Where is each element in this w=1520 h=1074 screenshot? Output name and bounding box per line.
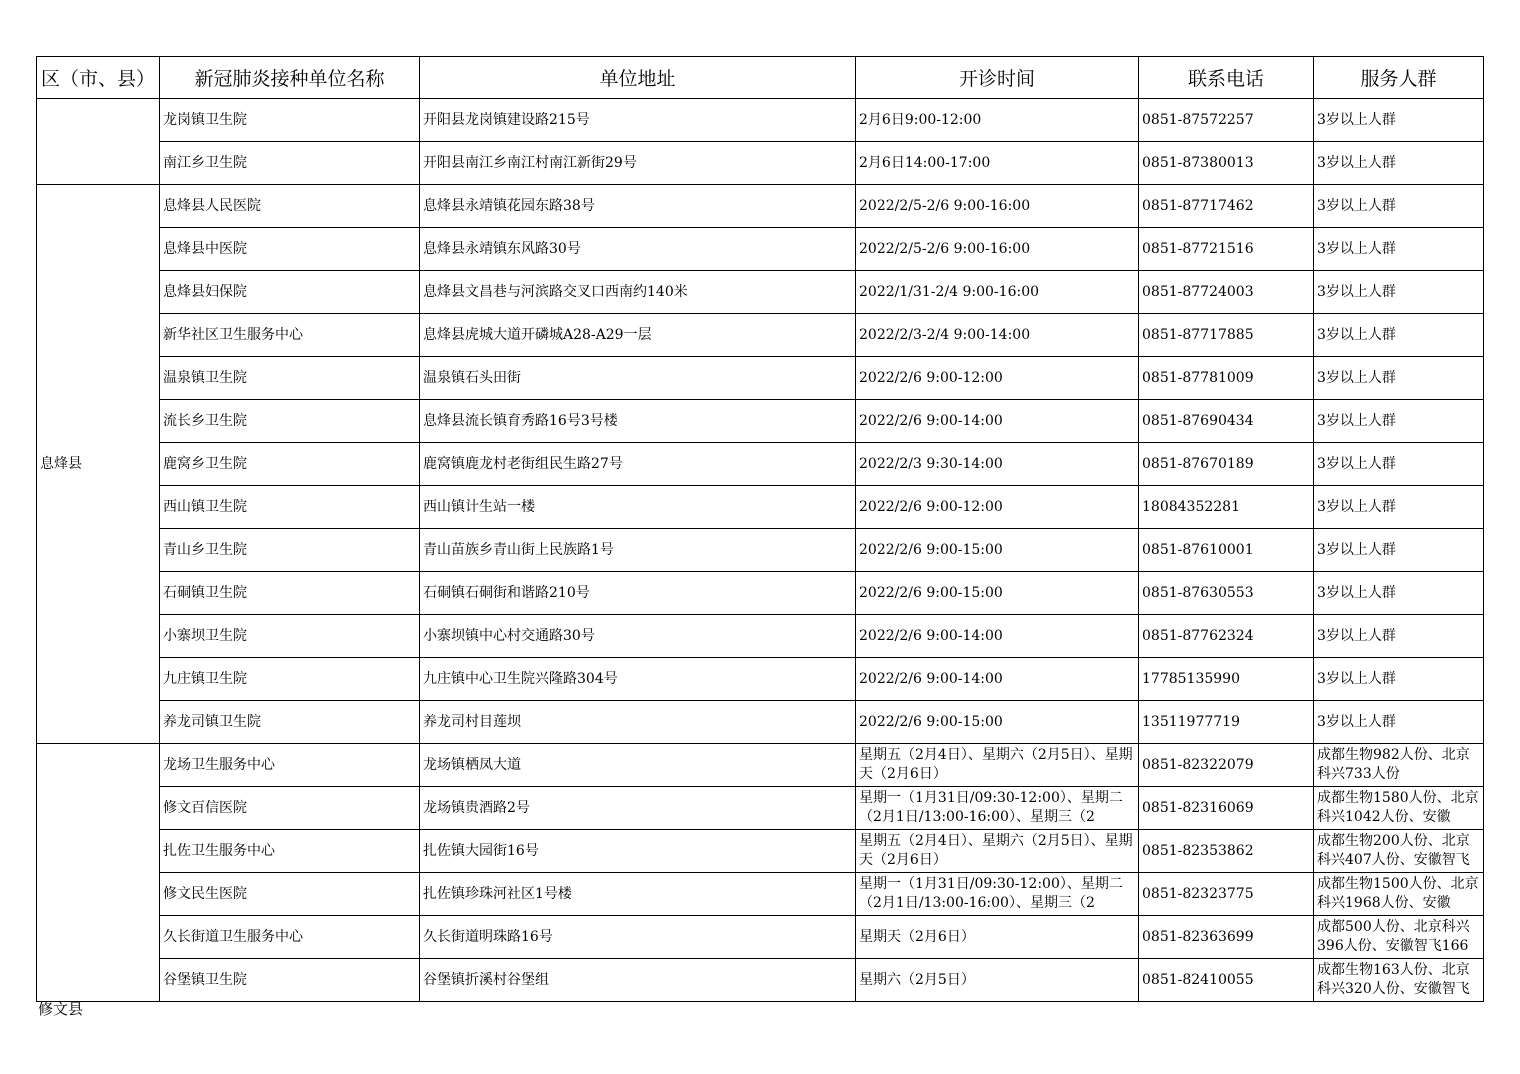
address-cell: [420, 615, 856, 658]
hours-text: 2022/2/6 9:00-12:00: [859, 369, 1003, 386]
site-name-cell: [160, 185, 420, 228]
phone-cell: [1139, 615, 1314, 658]
phone-text: 0851-82410055: [1142, 971, 1254, 988]
table-row: [37, 400, 1484, 443]
address-text: 石硐镇石硐街和谐路210号: [423, 584, 590, 601]
population-text: 3岁以上人群: [1317, 455, 1396, 472]
hours-text: 星期五（2月4日）、星期六（2月5日）、星期天（2月6日）: [859, 833, 1133, 868]
site-name-cell: [160, 744, 420, 787]
phone-text: 13511977719: [1142, 713, 1240, 730]
population-text: 成都生物1580人份、北京科兴1042人份、安徽: [1317, 790, 1479, 825]
address-text: 息烽县文昌巷与河滨路交叉口西南约140米: [423, 283, 688, 300]
site-name-text: 鹿窝乡卫生院: [163, 455, 247, 472]
population-cell: [1314, 658, 1484, 701]
hours-text: 2022/2/6 9:00-12:00: [859, 498, 1003, 515]
header-site-name: 新冠肺炎接种单位名称: [160, 57, 420, 99]
address-text: 养龙司村目莲坝: [423, 713, 521, 730]
hours-text: 2022/2/3-2/4 9:00-14:00: [859, 326, 1031, 343]
phone-text: 0851-82353862: [1142, 842, 1254, 859]
site-name-text: 青山乡卫生院: [163, 541, 247, 558]
district-cell: [37, 744, 160, 1002]
phone-text: 0851-82363699: [1142, 928, 1254, 945]
phone-cell: [1139, 99, 1314, 142]
population-cell: [1314, 744, 1484, 787]
hours-cell: [856, 99, 1139, 142]
population-cell: [1314, 357, 1484, 400]
site-name-cell: [160, 572, 420, 615]
table-row: [37, 185, 1484, 228]
population-text: 3岁以上人群: [1317, 412, 1396, 429]
address-cell: [420, 142, 856, 185]
population-text: 3岁以上人群: [1317, 240, 1396, 257]
phone-text: 0851-87670189: [1142, 455, 1254, 472]
site-name-text: 西山镇卫生院: [163, 498, 247, 515]
population-text: 成都生物163人份、北京科兴320人份、安徽智飞: [1317, 962, 1470, 997]
phone-cell: [1139, 787, 1314, 830]
address-text: 青山苗族乡青山街上民族路1号: [423, 541, 614, 558]
page-bottom-margin: [0, 1009, 1520, 1074]
phone-cell: [1139, 228, 1314, 271]
phone-cell: [1139, 142, 1314, 185]
table-row: [37, 959, 1484, 1002]
hours-text: 2022/2/5-2/6 9:00-16:00: [859, 197, 1031, 214]
phone-cell: [1139, 443, 1314, 486]
site-name-cell: [160, 228, 420, 271]
hours-text: 2022/2/6 9:00-15:00: [859, 584, 1003, 601]
address-text: 扎佐镇珍珠河社区1号楼: [423, 885, 572, 902]
phone-cell: [1139, 873, 1314, 916]
hours-cell: [856, 658, 1139, 701]
table-row: [37, 529, 1484, 572]
phone-cell: [1139, 486, 1314, 529]
population-cell: [1314, 787, 1484, 830]
site-name-cell: [160, 271, 420, 314]
population-text: 成都生物1500人份、北京科兴1968人份、安徽: [1317, 876, 1479, 911]
phone-cell: [1139, 916, 1314, 959]
hours-text: 星期五（2月4日）、星期六（2月5日）、星期天（2月6日）: [859, 747, 1133, 782]
phone-cell: [1139, 658, 1314, 701]
site-name-text: 修文民生医院: [163, 885, 247, 902]
phone-cell: [1139, 572, 1314, 615]
population-text: 3岁以上人群: [1317, 713, 1396, 730]
address-text: 温泉镇石头田街: [423, 369, 521, 386]
address-text: 龙场镇栖凤大道: [423, 756, 521, 773]
hours-text: 2022/2/6 9:00-15:00: [859, 541, 1003, 558]
table-row: [37, 916, 1484, 959]
population-cell: [1314, 572, 1484, 615]
population-text: 成都生物200人份、北京科兴407人份、安徽智飞: [1317, 833, 1470, 868]
hours-cell: [856, 228, 1139, 271]
address-text: 息烽县虎城大道开磷城A28-A29一层: [423, 326, 652, 343]
hours-cell: [856, 400, 1139, 443]
population-cell: [1314, 314, 1484, 357]
address-cell: [420, 99, 856, 142]
site-name-text: 南江乡卫生院: [163, 154, 247, 171]
hours-text: 星期六（2月5日）: [859, 971, 975, 988]
site-name-text: 谷堡镇卫生院: [163, 971, 247, 988]
population-text: 3岁以上人群: [1317, 111, 1396, 128]
address-cell: [420, 400, 856, 443]
population-cell: [1314, 701, 1484, 744]
population-cell: [1314, 142, 1484, 185]
address-text: 开阳县龙岗镇建设路215号: [423, 111, 590, 128]
site-name-text: 新华社区卫生服务中心: [163, 326, 303, 343]
phone-text: 0851-87630553: [1142, 584, 1254, 601]
site-name-cell: [160, 400, 420, 443]
population-text: 3岁以上人群: [1317, 197, 1396, 214]
hours-cell: [856, 314, 1139, 357]
population-cell: [1314, 873, 1484, 916]
address-cell: [420, 486, 856, 529]
table-row: [37, 873, 1484, 916]
site-name-cell: [160, 615, 420, 658]
site-name-cell: [160, 959, 420, 1002]
population-cell: [1314, 99, 1484, 142]
site-name-text: 龙岗镇卫生院: [163, 111, 247, 128]
site-name-cell: [160, 486, 420, 529]
site-name-text: 扎佐卫生服务中心: [163, 842, 275, 859]
address-text: 息烽县流长镇育秀路16号3号楼: [423, 412, 618, 429]
address-cell: [420, 873, 856, 916]
table-row: [37, 443, 1484, 486]
population-text: 3岁以上人群: [1317, 326, 1396, 343]
site-name-text: 九庄镇卫生院: [163, 670, 247, 687]
header-population: 服务人群: [1314, 57, 1484, 99]
site-name-text: 龙场卫生服务中心: [163, 756, 275, 773]
table-row: [37, 701, 1484, 744]
header-row: [37, 57, 1484, 99]
site-name-text: 修文百信医院: [163, 799, 247, 816]
phone-cell: [1139, 529, 1314, 572]
address-text: 龙场镇贵酒路2号: [423, 799, 530, 816]
hours-cell: [856, 443, 1139, 486]
table-row: [37, 744, 1484, 787]
header-hours: 开诊时间: [856, 57, 1139, 99]
population-cell: [1314, 529, 1484, 572]
population-text: 3岁以上人群: [1317, 670, 1396, 687]
address-text: 息烽县永靖镇东风路30号: [423, 240, 581, 257]
hours-text: 星期一（1月31日/09:30-12:00）、星期二（2月1日/13:00-16:00）、星期三（2: [859, 876, 1123, 911]
phone-cell: [1139, 830, 1314, 873]
table-row: [37, 142, 1484, 185]
hours-cell: [856, 357, 1139, 400]
address-text: 西山镇计生站一楼: [423, 498, 535, 515]
phone-cell: [1139, 357, 1314, 400]
address-text: 谷堡镇折溪村谷堡组: [423, 971, 549, 988]
address-cell: [420, 271, 856, 314]
population-cell: [1314, 486, 1484, 529]
table-row: [37, 314, 1484, 357]
site-name-cell: [160, 701, 420, 744]
hours-text: 2022/2/3 9:30-14:00: [859, 455, 1003, 472]
address-text: 开阳县南江乡南江村南江新街29号: [423, 154, 637, 171]
address-text: 九庄镇中心卫生院兴隆路304号: [423, 670, 618, 687]
population-cell: [1314, 400, 1484, 443]
population-text: 成都生物982人份、北京科兴733人份: [1317, 747, 1470, 782]
address-cell: [420, 830, 856, 873]
site-name-cell: [160, 787, 420, 830]
district-cell: [37, 99, 160, 185]
site-name-text: 小寨坝卫生院: [163, 627, 247, 644]
site-name-cell: [160, 99, 420, 142]
hours-cell: [856, 572, 1139, 615]
phone-text: 0851-87724003: [1142, 283, 1254, 300]
site-name-cell: [160, 314, 420, 357]
population-cell: [1314, 228, 1484, 271]
district-label-cut: 修文县: [38, 1000, 84, 1018]
table-row: [37, 658, 1484, 701]
site-name-text: 温泉镇卫生院: [163, 369, 247, 386]
phone-text: 0851-87572257: [1142, 111, 1254, 128]
table-row: [37, 572, 1484, 615]
hours-cell: [856, 916, 1139, 959]
site-name-text: 养龙司镇卫生院: [163, 713, 261, 730]
table-row: [37, 787, 1484, 830]
phone-text: 0851-82323775: [1142, 885, 1254, 902]
phone-text: 0851-82322079: [1142, 756, 1254, 773]
address-cell: [420, 787, 856, 830]
hours-text: 2022/2/5-2/6 9:00-16:00: [859, 240, 1031, 257]
hours-cell: [856, 701, 1139, 744]
table-body: [37, 99, 1484, 1002]
phone-text: 17785135990: [1142, 670, 1240, 687]
hours-cell: [856, 873, 1139, 916]
address-cell: [420, 916, 856, 959]
population-cell: [1314, 271, 1484, 314]
population-text: 3岁以上人群: [1317, 369, 1396, 386]
phone-text: 0851-87717462: [1142, 197, 1254, 214]
address-cell: [420, 314, 856, 357]
header-address: 单位地址: [420, 57, 856, 99]
address-text: 久长街道明珠路16号: [423, 928, 553, 945]
site-name-text: 息烽县妇保院: [163, 283, 247, 300]
hours-cell: [856, 529, 1139, 572]
district-cell: 息烽县: [37, 185, 160, 744]
site-name-cell: [160, 658, 420, 701]
site-name-text: 久长街道卫生服务中心: [163, 928, 303, 945]
hours-text: 2022/1/31-2/4 9:00-16:00: [859, 283, 1040, 300]
address-cell: [420, 185, 856, 228]
table-row: [37, 228, 1484, 271]
population-text: 3岁以上人群: [1317, 498, 1396, 515]
phone-text: 0851-82316069: [1142, 799, 1254, 816]
site-name-cell: [160, 357, 420, 400]
site-name-text: 息烽县人民医院: [163, 197, 261, 214]
hours-cell: [856, 142, 1139, 185]
phone-text: 0851-87721516: [1142, 240, 1254, 257]
header-phone: 联系电话: [1139, 57, 1314, 99]
population-cell: [1314, 185, 1484, 228]
phone-text: 0851-87610001: [1142, 541, 1254, 558]
address-text: 息烽县永靖镇花园东路38号: [423, 197, 595, 214]
hours-cell: [856, 486, 1139, 529]
table-row: [37, 830, 1484, 873]
population-text: 3岁以上人群: [1317, 584, 1396, 601]
phone-text: 0851-87380013: [1142, 154, 1254, 171]
phone-cell: [1139, 314, 1314, 357]
population-text: 3岁以上人群: [1317, 283, 1396, 300]
hours-cell: [856, 744, 1139, 787]
site-name-text: 流长乡卫生院: [163, 412, 247, 429]
address-cell: [420, 959, 856, 1002]
hours-text: 星期天（2月6日）: [859, 928, 975, 945]
site-name-cell: [160, 830, 420, 873]
phone-cell: [1139, 271, 1314, 314]
hours-cell: [856, 185, 1139, 228]
phone-text: 0851-87690434: [1142, 412, 1254, 429]
site-name-cell: [160, 142, 420, 185]
site-name-cell: [160, 529, 420, 572]
address-cell: [420, 357, 856, 400]
hours-cell: [856, 271, 1139, 314]
vaccination-site-table: [36, 56, 1484, 1002]
phone-text: 0851-87762324: [1142, 627, 1254, 644]
phone-cell: [1139, 701, 1314, 744]
hours-cell: [856, 615, 1139, 658]
table-row: [37, 99, 1484, 142]
population-text: 3岁以上人群: [1317, 627, 1396, 644]
table-row: [37, 486, 1484, 529]
hours-text: 2022/2/6 9:00-14:00: [859, 670, 1003, 687]
phone-text: 0851-87717885: [1142, 326, 1254, 343]
population-cell: [1314, 916, 1484, 959]
site-name-text: 石硐镇卫生院: [163, 584, 247, 601]
table-row: [37, 615, 1484, 658]
hours-cell: [856, 787, 1139, 830]
population-text: 3岁以上人群: [1317, 541, 1396, 558]
hours-text: 2月6日14:00-17:00: [859, 154, 991, 171]
phone-cell: [1139, 959, 1314, 1002]
hours-text: 2022/2/6 9:00-14:00: [859, 627, 1003, 644]
address-cell: [420, 744, 856, 787]
address-cell: [420, 529, 856, 572]
address-text: 扎佐镇大园街16号: [423, 842, 539, 859]
address-text: 鹿窝镇鹿龙村老街组民生路27号: [423, 455, 623, 472]
address-cell: [420, 228, 856, 271]
phone-cell: [1139, 400, 1314, 443]
table-row: [37, 271, 1484, 314]
address-text: 小寨坝镇中心村交通路30号: [423, 627, 595, 644]
table-row: [37, 357, 1484, 400]
population-cell: [1314, 443, 1484, 486]
site-name-cell: [160, 873, 420, 916]
site-name-cell: [160, 916, 420, 959]
population-cell: [1314, 615, 1484, 658]
population-cell: [1314, 830, 1484, 873]
address-cell: [420, 658, 856, 701]
address-cell: [420, 701, 856, 744]
population-text: 成都500人份、北京科兴396人份、安徽智飞166: [1317, 919, 1470, 954]
phone-text: 18084352281: [1142, 498, 1240, 515]
hours-text: 2022/2/6 9:00-14:00: [859, 412, 1003, 429]
address-cell: [420, 443, 856, 486]
population-text: 3岁以上人群: [1317, 154, 1396, 171]
header-district: 区（市、县）: [37, 57, 160, 99]
hours-text: 2月6日9:00-12:00: [859, 111, 982, 128]
address-cell: [420, 572, 856, 615]
population-cell: [1314, 959, 1484, 1002]
phone-cell: [1139, 744, 1314, 787]
site-name-text: 息烽县中医院: [163, 240, 247, 257]
hours-text: 星期一（1月31日/09:30-12:00）、星期二（2月1日/13:00-16:00）、星期三（2: [859, 790, 1123, 825]
phone-cell: [1139, 185, 1314, 228]
phone-text: 0851-87781009: [1142, 369, 1254, 386]
site-name-cell: [160, 443, 420, 486]
hours-cell: [856, 959, 1139, 1002]
hours-cell: [856, 830, 1139, 873]
hours-text: 2022/2/6 9:00-15:00: [859, 713, 1003, 730]
